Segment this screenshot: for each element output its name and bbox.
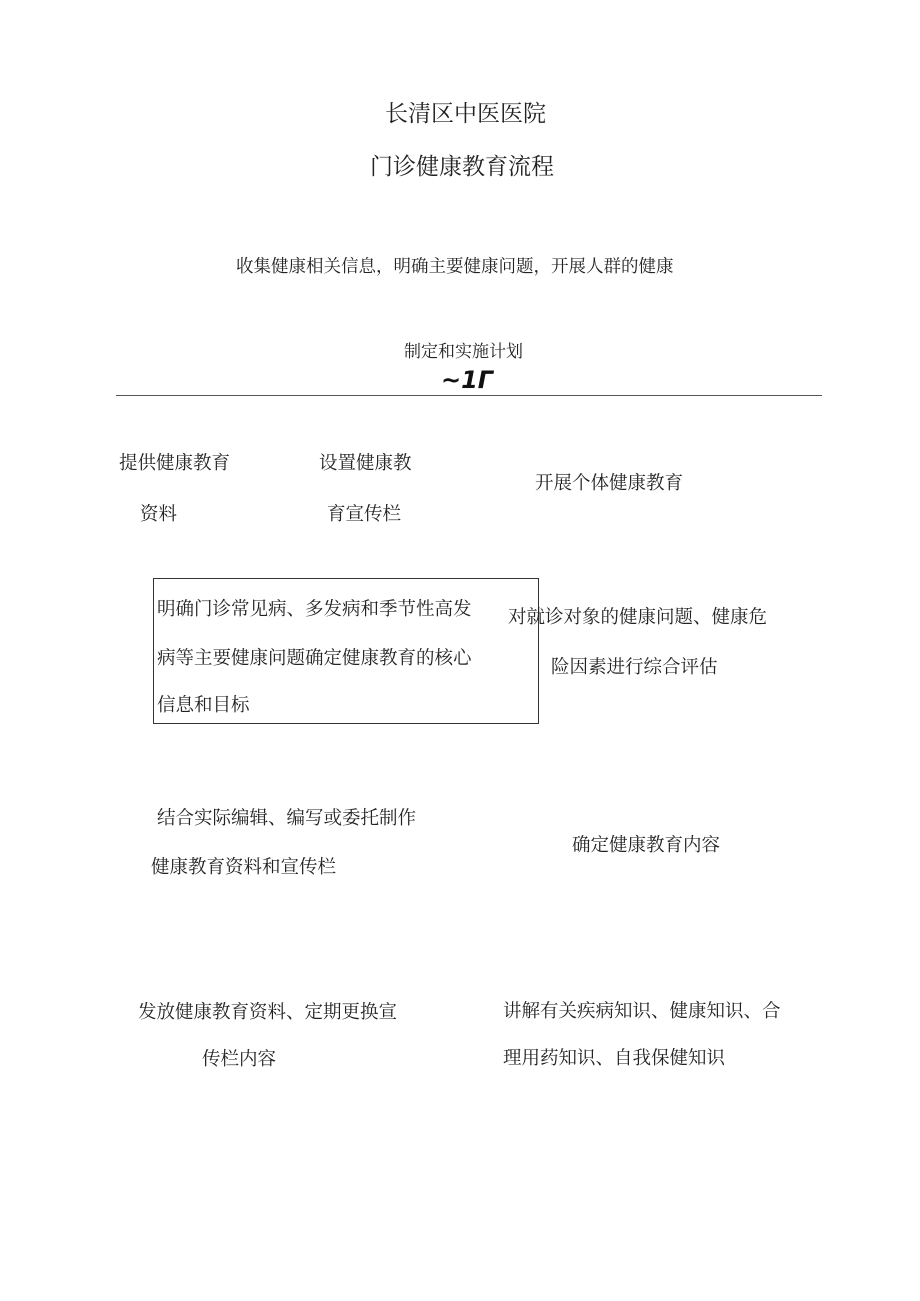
hospital-name: 长清区中医医院 bbox=[385, 101, 546, 127]
explanation-line1: 讲解有关疾病知识、健康知识、合 bbox=[503, 1001, 781, 1022]
assessment-line1: 对就诊对象的健康问题、健康危 bbox=[508, 607, 768, 628]
flow-marker-glyph: ~1Γ bbox=[441, 366, 494, 394]
distribution-line2: 传栏内容 bbox=[202, 1049, 277, 1070]
core-info-line2: 病等主要健康问题确定健康教育的核心 bbox=[157, 648, 472, 669]
distribution-line1: 发放健康教育资料、定期更换宣 bbox=[138, 1002, 398, 1023]
branch-materials-line2: 资料 bbox=[140, 504, 178, 525]
explanation-line2: 理用药知识、自我保健知识 bbox=[503, 1048, 726, 1069]
branch-individual-education: 开展个体健康教育 bbox=[535, 473, 684, 494]
divider-line bbox=[116, 395, 822, 396]
document-title: 门诊健康教育流程 bbox=[370, 154, 554, 180]
flow-step-collect-info: 收集健康相关信息，明确主要健康问题，开展人群的健康 bbox=[236, 257, 674, 277]
assessment-line2: 险因素进行综合评估 bbox=[551, 657, 718, 678]
editing-line1: 结合实际编辑、编写或委托制作 bbox=[157, 808, 417, 829]
core-info-line3: 信息和目标 bbox=[157, 695, 250, 716]
core-info-line1: 明确门诊常见病、多发病和季节性高发 bbox=[157, 599, 472, 620]
content-determine: 确定健康教育内容 bbox=[572, 835, 721, 856]
branch-bulletin-line2: 育宣传栏 bbox=[327, 504, 402, 525]
flow-step-plan: 制定和实施计划 bbox=[404, 342, 523, 362]
branch-materials-line1: 提供健康教育 bbox=[119, 453, 231, 474]
editing-line2: 健康教育资料和宣传栏 bbox=[151, 857, 337, 878]
branch-bulletin-line1: 设置健康教 bbox=[319, 453, 412, 474]
